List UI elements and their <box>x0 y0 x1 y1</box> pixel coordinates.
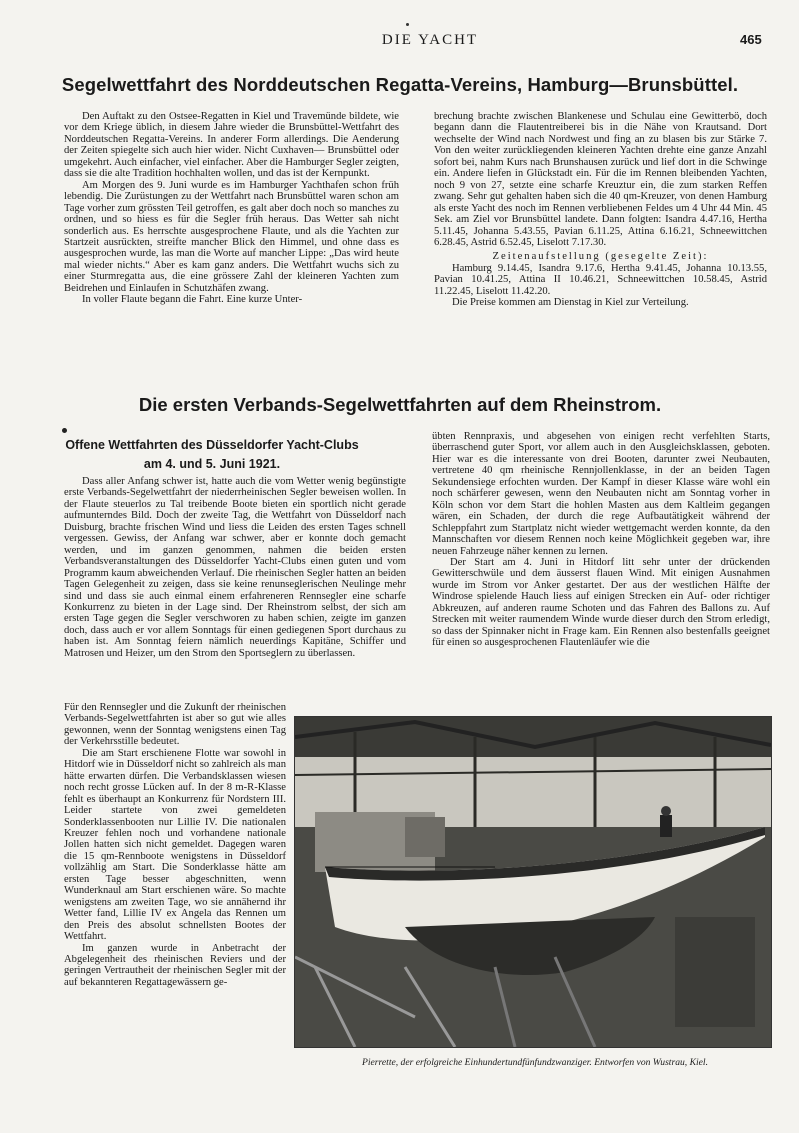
paragraph: übten Rennpraxis, und abgesehen von einigen recht verfehlten Starts, überraschend guter Sport, vor allem auch in den Ausgleichsklassen, geboten. Hier war es die interessante von drei Booten, darunter zwei Neubauten, vertretene 40 qm rheinische Rennjollenklasse, in der an beiden Tagen Sekundensiege erfochten wurden. Der Kampf in dieser Klasse wäre wohl ein noch schärferer gewesen, wenn den Neubauten nicht am Sonntag vorher in Köln schon vor dem Start die hohlen Masten aus dem Kaltleim gegangen wären, ein Schaden, der durch die rege Aufbautätigkeit während der Schleppfahrt zum Startplatz nicht wieder wettgemacht werden konnte, da den Mannschaften vor diesem Rennen noch keine Möglichkeit gegeben war, ihre neuen Fahrzeuge näher kennen zu lernen. <box>432 431 770 557</box>
paragraph: Den Auftakt zu den Ostsee-Regatten in Kiel und Travemünde bildete, wie vor dem Kriege üblich, in diesem Jahre wieder die Brunsbüttel-Wettfahrt des Norddeutschen Regatta-Vereins. In anderer Form allerdings. Die Aenderung der Zeiten spiegelte sich auch hier wider. Nicht Cuxhaven— Brunsbüttel oder umgekehrt. Auch einfacher, viel einfacher. Aber die Hamburger Segler zeigten, dass sie die alte Tradition hochhalten wollen, und das ist der Kernpunkt. <box>64 111 400 180</box>
results-list: Hamburg 9.14.45, Isandra 9.17.6, Hertha 9.41.45, Johanna 10.13.55, Pavian 10.41.25, Attina II 10.46.21, Schneewittchen 10.58.45, Astrid 11.22.45, Liselott 11.42.20. <box>434 262 767 297</box>
paragraph: Der Start am 4. Juni in Hitdorf litt sehr unter der drückenden Gewitterschwüle und dem äusserst flauen Wind. Mit einigen Ausnahmen wurde im Strom vor Anker gestartet. Der aus der westlichen Hälfte der Windrose spielende Hauch liess auf einigen Strecken ein Auf- oder richtiger Abkreuzen, auf anderen raume Schoten und das Fahren des Ballons zu. Auf Strecken mit weiter raumendem Winde wurde dieser durch den Strom erledigt, so dass der Spinnaker nicht in Frage kam. Ein Rennen also bestenfalls geeignet für einen so ausgesprochenen Flautenläufer wie die <box>432 556 770 649</box>
article2-subtitle <box>62 436 362 474</box>
yacht-photo <box>294 716 772 1048</box>
article1-right-column <box>434 111 767 309</box>
article2-left-column <box>64 476 406 659</box>
article1-left-column <box>64 111 399 306</box>
paragraph: Im ganzen wurde in Anbetracht der Abgelegenheit des rheinischen Reviers und der geringen Vertrautheit der rheinischen Segler mit der auf bekannteren Regattagewässern ge- <box>64 942 286 988</box>
article1-title: Segelwettfahrt des Norddeutschen Regatta-Vereins, Hamburg—Brunsbüttel. <box>61 74 739 95</box>
yacht-photo-illustration <box>295 717 771 1047</box>
bullet-mark <box>62 428 67 433</box>
subtitle-line: Offene Wettfahrten des Düsseldorfer Yacht-Clubs <box>65 438 359 452</box>
paragraph: Am Morgen des 9. Juni wurde es im Hamburger Yachthafen schon früh lebendig. Die Zurüstungen zu der Wettfahrt nach Brunsbüttel waren schon am Tage vorher zum grössten Teil getroffen, es galt aber doch noch so manches zu ordnen, und so hiess es für die Segler früh heraus. Das Wetter sah nicht sonderlich aus. Es herrschte ausgesprochene Flaute, und als die Yachten zur Startzeit ausrückten, streifte mancher Blick den Himmel, und ohne dass es ausgesprochen wurde, las man die Worte auf mancher Lippe: „Das wird heute mal wieder nichts.“ Aber es kam ganz anders. Die Wettfahrt wuchs sich zu einer Sturmregatta aus, die eine grössere Zahl der kleineren Yachten zum Beidrehen und Einlaufen in Schutzhäfen zwang. <box>64 179 399 294</box>
paragraph: Die am Start erschienene Flotte war sowohl in Hitdorf wie in Düsseldorf nicht so zahlreich als man hätte erwarten dürfen. Die Verbandsklassen wiesen noch recht grosse Lücken auf. In der 8 m-R-Klasse fehlt es überhaupt an Konkurrenz für Nordstern III. Leider startete von zwei gemeldeten Sonderklassenbooten nur Lillie IV. Die nationalen Kreuzer fehlen noch und vorhandene nationale Jollen hatten sich nicht gemeldet. Dagegen waren die 15 qm-Rennboote wenigstens in Düsseldorf vollzählig am Start. Die Sonderklasse hätte am ersten Tage besser abgeschnitten, wenn Wunderknaul am Start erschienen wäre. So machte wenigstens am zweiten Tage, wo sie annähernd ihr Wetter fand, Lillie IV ex Angela das Rennen um den Preis des absolut schnellsten Bootes der Wettfahrt. <box>64 747 286 943</box>
photo-caption: Pierrette, der erfolgreiche Einhundertundfünfundzwanziger. Entworfen von Wustrau, Kiel. <box>362 1057 708 1068</box>
subtitle-line: am 4. und 5. Juni 1921. <box>143 457 281 471</box>
paragraph: In voller Flaute begann die Fahrt. Eine kurze Unter- <box>82 294 303 306</box>
paragraph: Für den Rennsegler und die Zukunft der rheinischen Verbands-Segelwettfahrten ist aber so gut wie alles gewonnen, wenn der Sonntag wenigstens einen Tag der Verkehrsstille bedeutet. <box>64 702 286 748</box>
closing-note: Die Preise kommen am Dienstag in Kiel zur Verteilung. <box>452 297 689 309</box>
running-header-title: DIE YACHT <box>381 32 479 48</box>
results-heading: Zeitenaufstellung (gesegelte Zeit): <box>492 251 709 263</box>
article2-title: Die ersten Verbands-Segelwettfahrten auf dem Rheinstrom. <box>138 394 662 415</box>
article2-narrow-column <box>64 702 286 988</box>
paragraph: brechung brachte zwischen Blankenese und Schulau eine Gewitterbö, doch begann dann die Flautentreiberei bis in die Nähe von Krautsand. Dort wechselte der Wind nach Nordwest und fing an zu blasen bis zur Stärke 7. Von den weiter zurückliegenden kleineren Yachten drehte eine ganze Anzahl sofort bei, nahm Kurs nach Brunshausen zurück und lief dort in die Schwinge ein. Andere liefen in Glückstadt ein. Für die im Rennen bleibenden Yachten, noch 9 von 27, setzte eine scharfe Kreuztur ein, die zum starken Reffen zwang. Sehr gut gehalten haben sich die 40 qm-Kreuzer, von denen Hamburg als erste Yacht des noch im Rennen verbliebenen Feldes um 4 Uhr 44 Min. 45 Sek. am Ziel vor Brunsbüttel landete. Dann folgten: Isandra 4.47.16, Hertha 5.11.45, Johanna 5.43.55, Pavian 6.11.25, Attina 6.16.21, Schneewittchen 6.28.45, Astrid 6.52.45, Liselott 7.17.30. <box>434 111 767 248</box>
paragraph: Dass aller Anfang schwer ist, hatte auch die vom Wetter wenig begünstigte erste Verbands-Segelwettfahrt der niederrheinischen Segler beweisen wollen. In der Flaute steuerlos zu Tal treibende Boote bieten ein sportlich nicht gerade aufmunterndes Bild. Doch der zweite Tag, die Wettfahrt von Düsseldorf nach Duisburg, brachte frischen Wind und liess die Leiden des ersten Tages schnell vergessen. Gewiss, der Anfang war schwer, aber er konnte doch gemacht werden, und im ganzen genommen, nahmen die beiden ersten Verbandsveranstaltungen des Düsseldorfer Yacht-Clubs einen guten und vom Programm kaum abweichenden Verlauf. Die rheinischen Segler hatten an beiden Tagen Gelegenheit zu zeigen, dass sie keine renunseglerischen Neulinge mehr sind und dass sie auch einmal einem erfahreneren Rennsegler eine scharfe Konkurrenz zu bieten in der Lage sind. Der Rheinstrom selbst, der sich am ersten Tage gegen die Segler verschworen zu haben schien, zeigte im ganzen doch, dass auch er vor allem Sonntags für einen gediegenen Sport durchaus zu haben ist. Am Sonntag feiern nämlich neuerdings Kapitäne, Schiffer und Matrosen und Heizer, um den Strom den Sportseglern zu überlassen. <box>64 476 406 659</box>
article2-right-column <box>432 431 770 649</box>
print-speck <box>406 23 409 26</box>
page-number: 465 <box>740 32 762 47</box>
